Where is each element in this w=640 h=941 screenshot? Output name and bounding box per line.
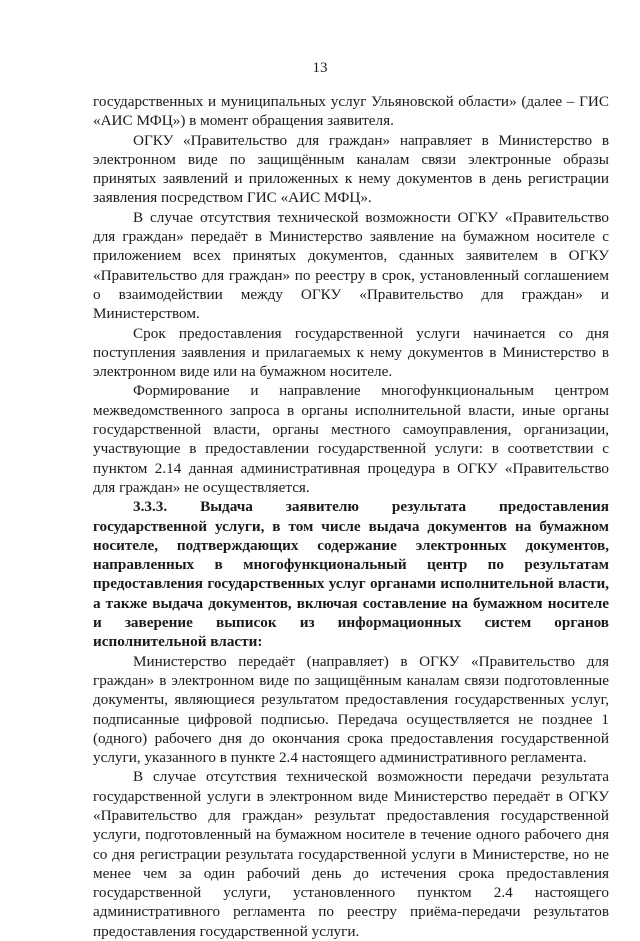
- paragraph-electronic-transfer: ОГКУ «Правительство для граждан» направляет в Министерство в электронном виде по защищённым каналам связи электронные образы принятых заявлений и приложенных к нему документов в день регистрации заявления посредством ГИС «АИС МФЦ».: [93, 131, 609, 207]
- paragraph-service-term: Срок предоставления государственной услуги начинается со дня поступления заявления и прилагаемых к нему документов в Министерство в электронном виде или на бумажном носителе.: [93, 324, 609, 381]
- paragraph-paper-result-transfer: В случае отсутствия технической возможности передачи результата государственной услуги в электронном виде Министерство передаёт в ОГКУ «Правительство для граждан» результат предоставления государственной услуги, подготовленный на бумажном носителе в течение одного рабочего дня со дня регистрации результата государственной услуги в Министерстве, но не менее чем за один рабочий день до истечения срока предоставления государственной услуги, установленного пунктом 2.4 настоящего административного регламента по реестру приёма-передачи результатов предоставления государственной услуги.: [93, 768, 609, 940]
- paragraph-continuation: государственных и муниципальных услуг Ульяновской области» (далее – ГИС «АИС МФЦ») в момент обращения заявителя.: [93, 93, 609, 130]
- section-heading-3-3-3: 3.3.3. Выдача заявителю результата предоставления государственной услуги, в том числе выдача документов на бумажном носителе, подтверждающих содержание электронных документов, направленных в многофункциональный центр по результатам предоставления государственных услуг органами исполнительной власти, а также выдача документов, включая составление на бумажном носителе и заверение выписок из информационных систем органов исполнительной власти:: [93, 498, 609, 651]
- document-body: [93, 92, 609, 941]
- page-number: 13: [312, 60, 328, 76]
- paragraph-interagency-request: Формирование и направление многофункциональным центром межведомственного запроса в органы исполнительной власти, иные органы государственной власти, органы местного самоуправления, организации, участвующие в предоставлении государственной услуги: в соответствии с пунктом 2.14 данная административная процедура в ОГКУ «Правительство для граждан» не осуществляется.: [93, 382, 609, 496]
- paragraph-ministry-sends-result: Министерство передаёт (направляет) в ОГКУ «Правительство для граждан» в электронном виде по защищённым каналам связи подготовленные документы, являющиеся результатом предоставления государственных услуг, подписанные цифровой подписью. Передача осуществляется не позднее 1 (одного) рабочего дня до окончания срока предоставления государственной услуги, указанного в пункте 2.4 настоящего административного регламента.: [93, 652, 609, 767]
- paragraph-paper-transfer: В случае отсутствия технической возможности ОГКУ «Правительство для граждан» передаёт в Министерство заявление на бумажном носителе с приложением всех принятых документов, сданных заявителем в ОГКУ «Правительство для граждан» по реестру в срок, установленный соглашением о взаимодействии между ОГКУ «Правительство для граждан» и Министерством.: [93, 208, 609, 323]
